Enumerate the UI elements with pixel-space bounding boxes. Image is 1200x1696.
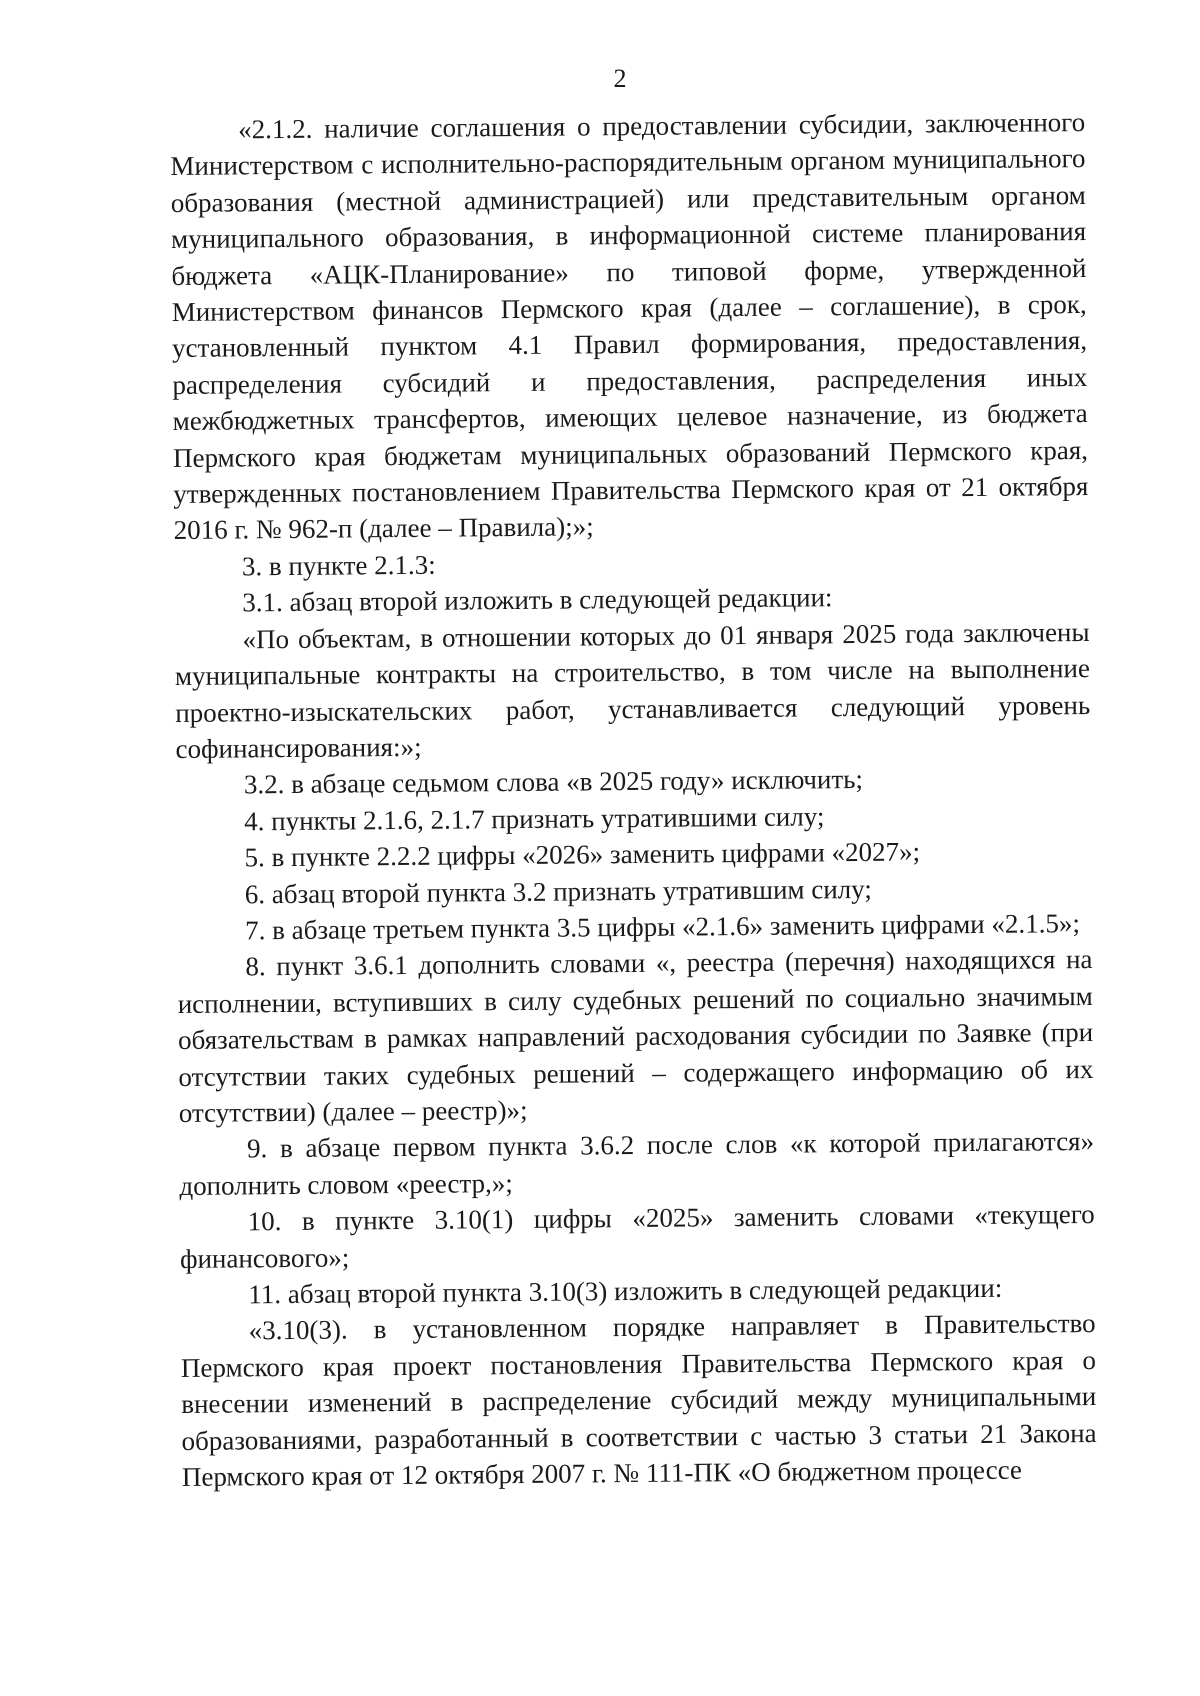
paragraph-8: 8. пункт 3.6.1 дополнить словами «, реестра (перечня) находящихся на исполнении, вступивших в силу судебных решений по социально значимым обязательствам в рамках направлений расходования субсидии по Заявке (при отсутствии таких судебных решений – содержащего информацию об их отсутствии) (далее – реестр)»; (177, 944, 1094, 1128)
paragraph-9: 9. в абзаце первом пункта 3.6.2 после слов «к которой прилагаются» дополнить словом «реестр,»; (179, 1126, 1095, 1201)
paragraph-3: 3. в пункте 2.1.3: (241, 549, 436, 582)
page-number: 2 (613, 64, 627, 93)
paragraph-5: 5. в пункте 2.2.2 цифры «2026» заменить цифрами «2027»; (244, 836, 921, 873)
document-body (170, 104, 1097, 1495)
paragraph-4: 4. пункты 2.1.6, 2.1.7 признать утратившими силу; (244, 801, 825, 837)
paragraph-11: 11. абзац второй пункта 3.10(3) изложить в следующей редакции: (248, 1272, 1003, 1310)
paragraph-2-1-2: «2.1.2. наличие соглашения о предоставлении субсидии, заключенного Министерством с исполнительно-распорядительным органом муниципального образования (местной администрацией) или представительным органом муниципального образования, в информационной системе планирования бюджета «АЦК-Планирование» по типовой форме, утвержденной Министерством финансов Пермского края (далее – соглашение), в срок, установленный пунктом 4.1 Правил формирования, предоставления, распределения субсидий и предоставления, распределения иных межбюджетных трансфертов, имеющих целевое назначение, из бюджета Пермского края бюджетам муниципальных образований Пермского края, утвержденных постановлением Правительства Пермского края от 21 октября 2016 г. № 962-п (далее – Правила);»; (170, 107, 1089, 546)
paragraph-3-1: 3.1. абзац второй изложить в следующей редакции: (242, 582, 833, 618)
paragraph-3-2: 3.2. в абзаце седьмом слова «в 2025 году» исключить; (243, 764, 864, 800)
paragraph-7: 7. в абзаце третьем пункта 3.5 цифры «2.1.6» заменить цифрами «2.1.5»; (245, 908, 1081, 946)
paragraph-3-10-3: «3.10(3). в установленном порядке направляет в Правительство Пермского края проект постановления Правительства Пермского края о внесении изменений в распределение субсидий между муниципальными образованиями, разработанный в соответствии с частью 3 статьи 21 Закона Пермского края от 12 октября 2007 г. № 111-ПК «О бюджетном процессе (180, 1308, 1097, 1492)
paragraph-quote-objects: «По объектам, в отношении которых до 01 января 2025 года заключены муниципальные контракты на строительство, в том числе на выполнение проектно-изыскательских работ, устанавливается следующий уровень софинансирования:»; (174, 616, 1091, 764)
paragraph-10: 10. в пункте 3.10(1) цифры «2025» заменить словами «текущего финансового»; (179, 1199, 1095, 1274)
paragraph-6: 6. абзац второй пункта 3.2 признать утратившим силу; (244, 873, 872, 909)
